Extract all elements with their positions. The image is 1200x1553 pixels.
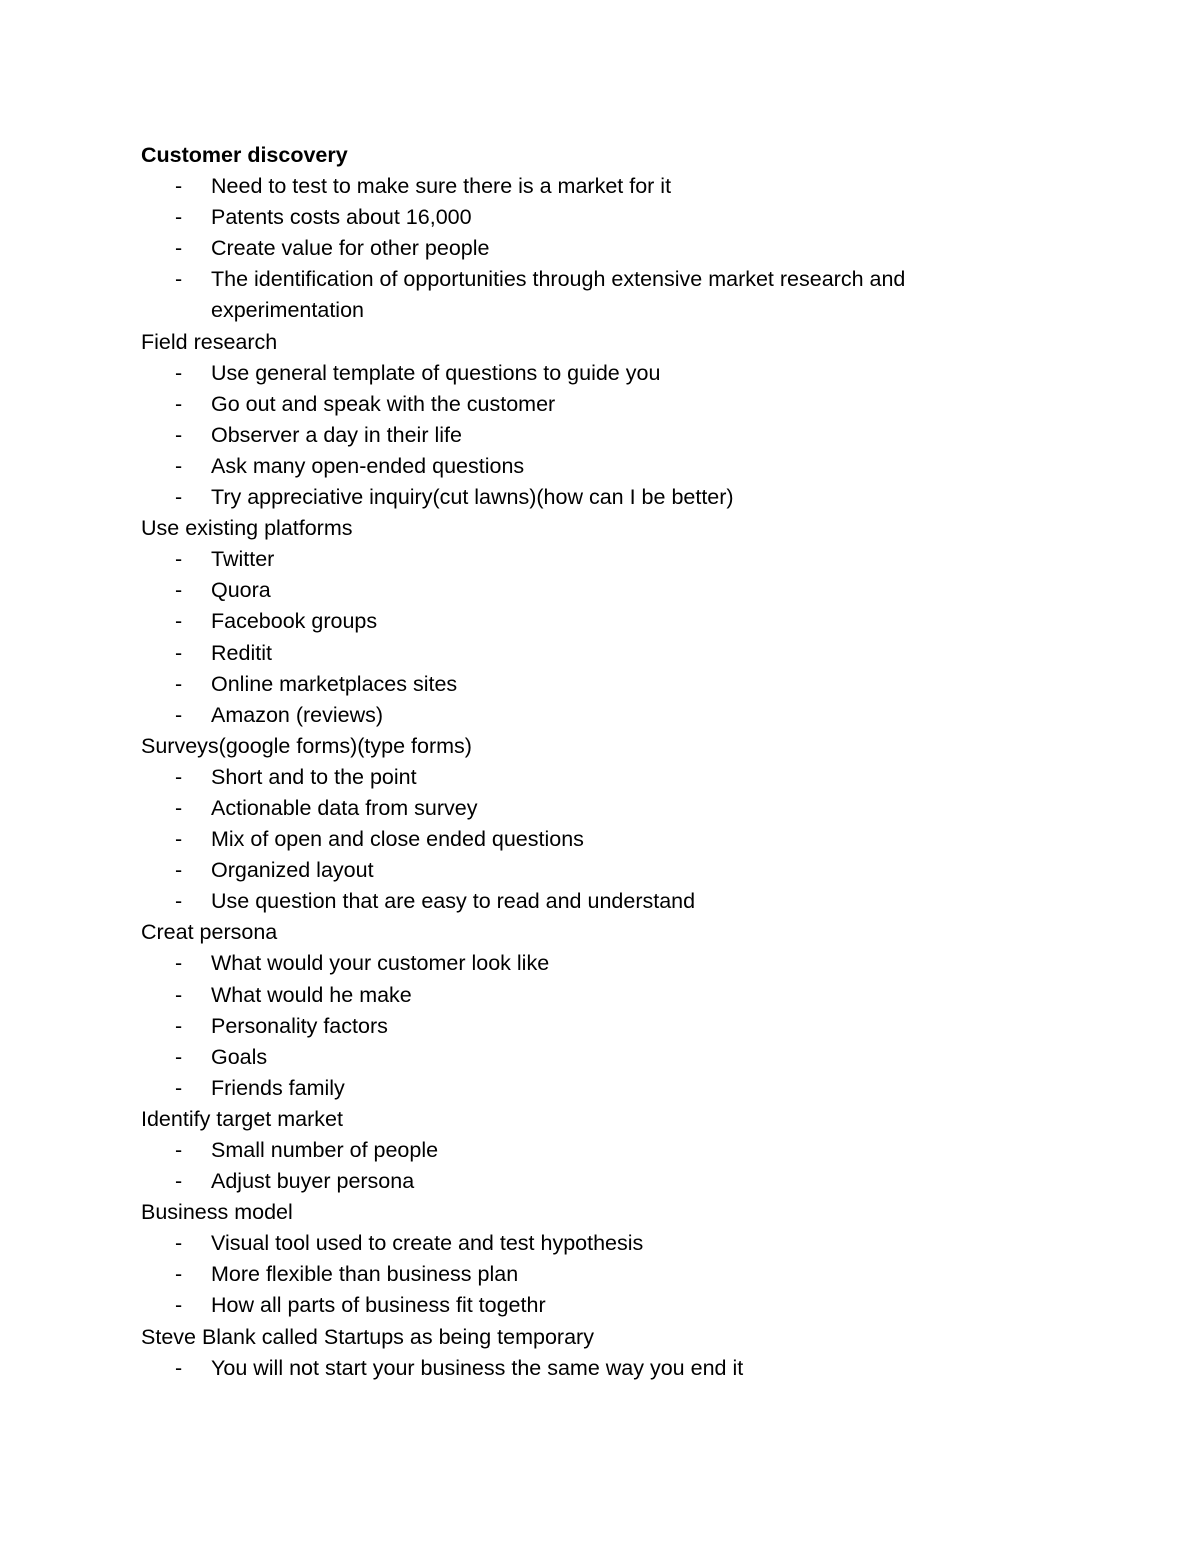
list-item-text: Observer a day in their life <box>211 422 462 447</box>
section-steve-blank <box>141 1322 1041 1384</box>
list-item <box>141 202 1041 233</box>
list-item <box>141 855 1041 886</box>
section-business-model <box>141 1197 1041 1321</box>
dash-bullet: - <box>175 174 183 199</box>
bullet-list <box>141 948 1041 1103</box>
list-item <box>141 1166 1041 1197</box>
dash-bullet: - <box>175 205 183 230</box>
list-item <box>141 544 1041 575</box>
list-item <box>141 793 1041 824</box>
dash-bullet: - <box>175 889 183 914</box>
list-item <box>141 1259 1041 1290</box>
dash-bullet: - <box>175 640 183 665</box>
section-creat-persona <box>141 917 1041 1104</box>
list-item-text: Mix of open and close ended questions <box>211 827 584 852</box>
dash-bullet: - <box>175 858 183 883</box>
dash-bullet: - <box>175 578 183 603</box>
list-item <box>141 1290 1041 1321</box>
list-item-text: What would your customer look like <box>211 951 550 976</box>
list-item <box>141 1135 1041 1166</box>
list-item <box>141 171 1041 202</box>
dash-bullet: - <box>175 1075 183 1100</box>
bullet-list <box>141 544 1041 731</box>
section-use-existing-platforms <box>141 513 1041 731</box>
list-item-text: Actionable data from survey <box>211 795 478 820</box>
section-heading: Identify target market <box>141 1106 343 1131</box>
list-item <box>141 980 1041 1011</box>
dash-bullet: - <box>175 827 183 852</box>
list-item-text: How all parts of business fit togethr <box>211 1293 546 1318</box>
dash-bullet: - <box>175 391 183 416</box>
dash-bullet: - <box>175 1138 183 1162</box>
list-item-text: What would he make <box>211 982 412 1007</box>
list-item <box>141 1042 1041 1073</box>
list-item-text: Patents costs about 16,000 <box>211 205 472 230</box>
list-item <box>141 1073 1041 1104</box>
dash-bullet: - <box>175 1169 183 1194</box>
list-item-text: Online marketplaces sites <box>211 671 458 696</box>
dash-bullet: - <box>175 609 183 634</box>
dash-bullet: - <box>175 453 183 478</box>
dash-bullet: - <box>175 485 183 510</box>
section-heading: Use existing platforms <box>141 516 353 541</box>
dash-bullet: - <box>175 236 183 261</box>
list-item <box>141 233 1041 264</box>
list-item-text: Small number of people <box>211 1138 439 1162</box>
bullet-list <box>141 1228 1041 1321</box>
list-item <box>141 1353 1041 1384</box>
dash-bullet: - <box>175 422 183 447</box>
dash-bullet: - <box>175 671 183 696</box>
list-item-text: Goals <box>211 1044 268 1069</box>
dash-bullet: - <box>175 702 183 727</box>
dash-bullet: - <box>175 1262 183 1287</box>
document-page <box>141 140 1041 1384</box>
list-item <box>141 389 1041 420</box>
list-item <box>141 358 1041 389</box>
section-surveys <box>141 731 1041 918</box>
list-item <box>141 451 1041 482</box>
list-item-text: You will not start your business the same way you end it <box>211 1355 744 1380</box>
list-item-text: Create value for other people <box>211 236 490 261</box>
section-heading: Surveys(google forms)(type forms) <box>141 733 472 758</box>
dash-bullet: - <box>175 951 183 976</box>
list-item-text: Reditit <box>211 640 272 665</box>
list-item <box>141 1228 1041 1259</box>
list-item <box>141 700 1041 731</box>
list-item-text: Organized layout <box>211 858 374 883</box>
list-item-text: Visual tool used to create and test hypothesis <box>211 1231 644 1256</box>
list-item <box>141 420 1041 451</box>
list-item <box>141 606 1041 637</box>
dash-bullet: - <box>175 1231 183 1256</box>
section-field-research <box>141 327 1041 514</box>
section-heading: Customer discovery <box>141 143 348 167</box>
dash-bullet: - <box>175 547 183 572</box>
list-item-text: Ask many open-ended questions <box>211 453 525 478</box>
bullet-list <box>141 1135 1041 1197</box>
dash-bullet: - <box>175 1044 183 1069</box>
dash-bullet: - <box>175 267 183 292</box>
bullet-list <box>141 171 1041 326</box>
section-customer-discovery <box>141 140 1041 327</box>
section-heading: Steve Blank called Startups as being temporary <box>141 1324 594 1349</box>
list-item-text: Facebook groups <box>211 609 378 634</box>
dash-bullet: - <box>175 764 183 789</box>
list-item-text: Friends family <box>211 1075 345 1100</box>
dash-bullet: - <box>175 1013 183 1038</box>
dash-bullet: - <box>175 982 183 1007</box>
dash-bullet: - <box>175 1355 183 1380</box>
list-item <box>141 575 1041 606</box>
list-item <box>141 264 1041 326</box>
list-item <box>141 824 1041 855</box>
list-item <box>141 638 1041 669</box>
section-heading: Creat persona <box>141 920 278 945</box>
dash-bullet: - <box>175 360 183 385</box>
list-item <box>141 762 1041 793</box>
bullet-list <box>141 358 1041 513</box>
list-item-text: Twitter <box>211 547 275 572</box>
section-identify-target-market <box>141 1104 1041 1197</box>
bullet-list <box>141 762 1041 917</box>
section-heading: Business model <box>141 1200 293 1225</box>
list-item-text: Quora <box>211 578 271 603</box>
list-item-text: Adjust buyer persona <box>211 1169 415 1194</box>
dash-bullet: - <box>175 1293 183 1318</box>
list-item <box>141 1011 1041 1042</box>
list-item-text: Try appreciative inquiry(cut lawns)(how can I be better) <box>211 485 734 510</box>
dash-bullet: - <box>175 795 183 820</box>
list-item-text: More flexible than business plan <box>211 1262 519 1287</box>
list-item <box>141 948 1041 979</box>
list-item <box>141 669 1041 700</box>
list-item-text: Go out and speak with the customer <box>211 391 556 416</box>
list-item-text: Use general template of questions to guide you <box>211 360 661 385</box>
bullet-list <box>141 1353 1041 1384</box>
list-item-text: The identification of opportunities through extensive market research and experimentation <box>211 267 906 323</box>
list-item-text: Personality factors <box>211 1013 388 1038</box>
list-item <box>141 886 1041 917</box>
list-item-text: Need to test to make sure there is a market for it <box>211 174 672 199</box>
list-item <box>141 482 1041 513</box>
section-heading: Field research <box>141 329 278 354</box>
list-item-text: Use question that are easy to read and understand <box>211 889 696 914</box>
list-item-text: Short and to the point <box>211 764 417 789</box>
list-item-text: Amazon (reviews) <box>211 702 384 727</box>
